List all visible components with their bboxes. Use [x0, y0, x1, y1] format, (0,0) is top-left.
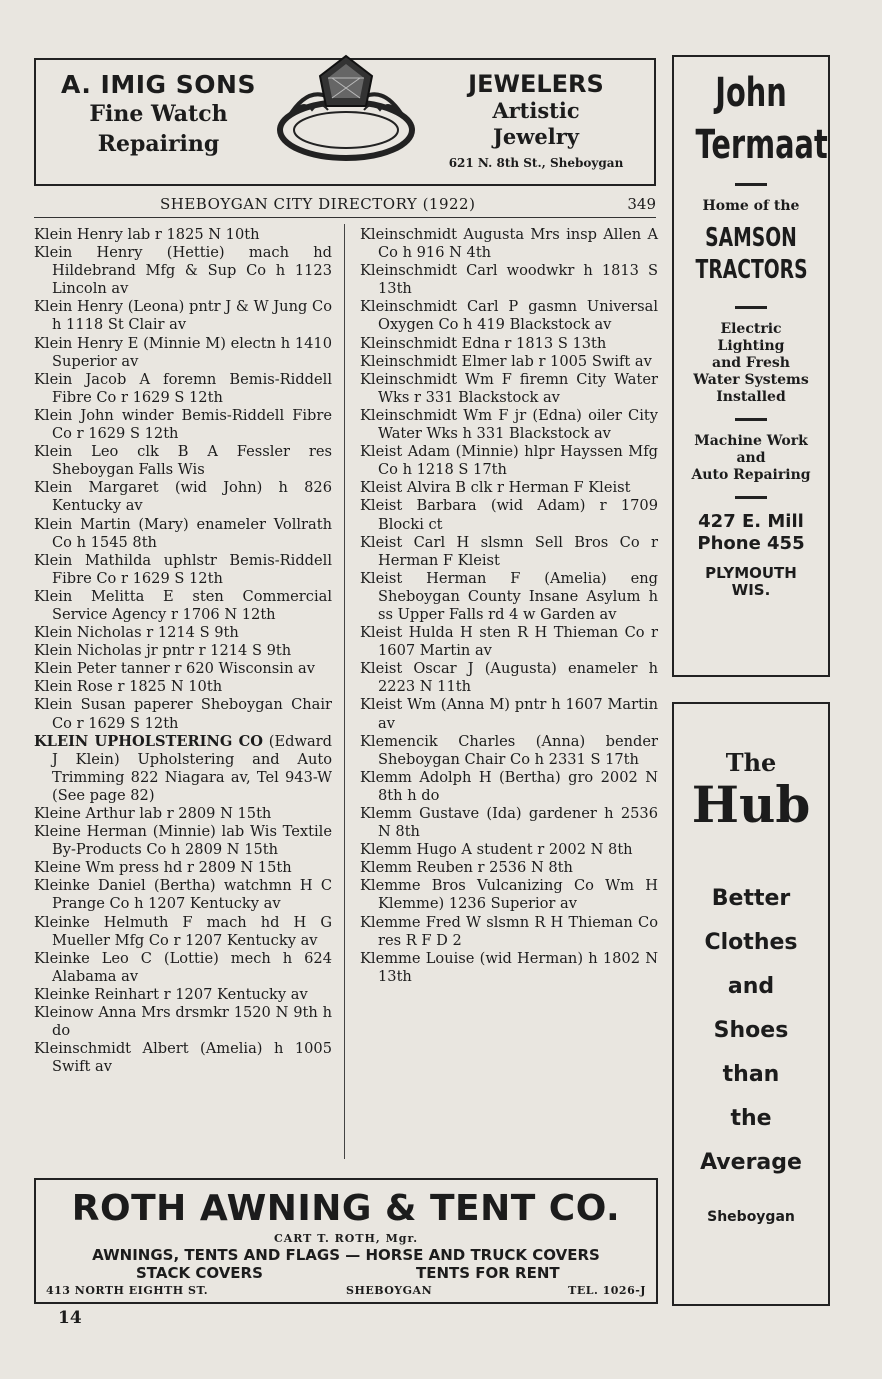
electric-line5: Installed	[716, 389, 786, 405]
list-item: Klemm Reuben r 2536 N 8th	[360, 859, 573, 877]
list-item: Klein Mathilda uphlstr Bemis-Riddell Fibre Co r 1629 S 12th	[34, 551, 332, 587]
list-item: Kleinke Helmuth F mach hd H G Mueller Mfg Co r 1207 Kentucky av	[34, 913, 332, 949]
list-item: Klein Martin (Mary) enameler Vollrath Co h 1545 8th	[34, 515, 332, 551]
imig-line2: Repairing	[97, 131, 220, 157]
list-item: Kleinschmidt Albert (Amelia) h 1005 Swift av	[34, 1040, 332, 1076]
imig-line1: Fine Watch	[89, 101, 228, 127]
jewelry-line: Jewelry	[493, 124, 579, 149]
list-item-klein-upholstering	[34, 733, 332, 805]
list-item: Kleinke Daniel (Bertha) watchmn H C Prange Co h 1207 Kentucky av	[34, 877, 332, 913]
divider	[735, 496, 767, 499]
tents-for-rent: TENTS FOR RENT	[416, 1264, 560, 1282]
roth-name: ROTH AWNING & TENT CO.	[71, 1188, 621, 1229]
list-item: Klein Leo clk B A Fessler res Sheboygan Falls Wis	[34, 443, 332, 479]
divider	[735, 183, 767, 186]
hub-the: The	[725, 748, 777, 777]
hub-tag6: the	[730, 1106, 772, 1131]
hub-tag7: Average	[700, 1150, 802, 1175]
hub-tag3: and	[727, 974, 775, 999]
samson-line2: TRACTORS	[695, 255, 808, 285]
termaat-city2: WIS.	[731, 581, 771, 599]
ring-icon	[276, 48, 416, 168]
termaat-city1: PLYMOUTH	[705, 564, 797, 582]
list-item: Kleine Wm press hd r 2809 N 15th	[34, 859, 292, 877]
roth-tel: TEL. 1026-J	[568, 1284, 646, 1297]
list-item: Klein Henry lab r 1825 N 10th	[34, 226, 260, 243]
electric-line2: Lighting	[717, 338, 785, 354]
list-item: Klemme Louise (wid Herman) h 1802 N 13th	[360, 949, 658, 985]
imig-ad-right	[421, 70, 651, 170]
hub-tag5: than	[722, 1062, 780, 1087]
list-item: Klemencik Charles (Anna) bender Sheboygan Chair Co h 2331 S 17th	[360, 732, 658, 768]
list-item: Kleine Arthur lab r 2809 N 15th	[34, 805, 272, 822]
list-item: Klein Susan paperer Sheboygan Chair Co r 1629 S 12th	[34, 696, 332, 732]
artistic-line: Artistic	[492, 98, 580, 123]
jewelers-title: JEWELERS	[468, 70, 604, 98]
list-item: Kleinschmidt Wm F jr (Edna) oiler City Water Wks h 331 Blackstock av	[360, 406, 658, 443]
directory-column-right	[360, 226, 658, 986]
hub-tag4: Shoes	[713, 1018, 789, 1043]
samson-line1: SAMSON	[705, 223, 797, 253]
list-item: Kleinschmidt Carl P gasmn Universal Oxygen Co h 419 Blackstock av	[360, 298, 658, 334]
list-item: Klein Henry E (Minnie M) electn h 1410 Superior av	[34, 334, 332, 370]
electric-line3: and Fresh	[712, 355, 790, 371]
list-item: Kleist Carl H slsmn Sell Bros Co r Herman F Kleist	[360, 533, 658, 569]
termaat-first: John	[715, 70, 787, 116]
list-item: Klein Nicholas r 1214 S 9th	[34, 624, 239, 642]
machine-line2: and	[736, 450, 766, 466]
roth-city: SHEBOYGAN	[346, 1284, 433, 1297]
machine-line1: Machine Work	[694, 433, 808, 449]
list-item: Kleinow Anna Mrs drsmkr 1520 N 9th h do	[34, 1004, 332, 1040]
list-item: Klein Margaret (wid John) h 826 Kentucky av	[34, 479, 332, 515]
home-of-the: Home of the	[702, 198, 800, 214]
list-item: Klein Melitta E sten Commercial Service Agency r 1706 N 12th	[34, 587, 332, 623]
electric-line4: Water Systems	[693, 372, 809, 388]
hub-tag1: Better	[711, 886, 791, 911]
list-item: Klemme Bros Vulcanizing Co Wm H Klemme) 1236 Superior av	[360, 877, 658, 913]
termaat-address: 427 E. Mill	[698, 511, 804, 532]
list-item: Kleinschmidt Carl woodwkr h 1813 S 13th	[360, 262, 658, 298]
list-item: Klein Peter tanner r 620 Wisconsin av	[34, 660, 315, 678]
page-number: 349	[627, 195, 656, 213]
list-item: Kleinschmidt Wm F firemn City Water Wks r 331 Blackstock av	[360, 370, 658, 406]
footer-number: 14	[58, 1308, 82, 1328]
page-header	[34, 193, 656, 218]
list-item: Kleist Hulda H sten R H Thieman Co r 1607 Martin av	[360, 624, 658, 660]
hub-ad	[672, 702, 830, 1306]
list-item: Kleinschmidt Augusta Mrs insp Allen A Co h 916 N 4th	[360, 226, 658, 262]
roth-products: AWNINGS, TENTS AND FLAGS — HORSE AND TRUCK COVERS	[92, 1246, 600, 1264]
list-item: Klein Henry (Hettie) mach hd Hildebrand Mfg & Sup Co h 1123 Lincoln av	[34, 244, 332, 298]
list-item: Klein Jacob A foremn Bemis-Riddell Fibre Co r 1629 S 12th	[34, 370, 332, 406]
list-item: Kleist Adam (Minnie) hlpr Hayssen Mfg Co h 1218 S 17th	[360, 443, 658, 479]
list-item: Klein John winder Bemis-Riddell Fibre Co r 1629 S 12th	[34, 406, 332, 443]
list-item: Kleist Herman F (Amelia) eng Sheboygan County Insane Asylum h ss Upper Falls rd 4 w Garden av	[360, 569, 658, 623]
divider	[735, 306, 767, 309]
list-item: Klemm Adolph H (Bertha) gro 2002 N 8th h do	[360, 768, 658, 804]
list-item: Klein Rose r 1825 N 10th	[34, 678, 223, 696]
list-item: Kleist Alvira B clk r Herman F Kleist	[360, 479, 631, 497]
directory-title: SHEBOYGAN CITY DIRECTORY (1922)	[160, 195, 476, 213]
klein-upholstering-details: (Edward J Klein) Upholstering and Auto Trimming 822 Niagara av, Tel 943-W (See page 82)	[52, 732, 333, 804]
list-item: Klein Henry (Leona) pntr J & W Jung Co h 1118 St Clair av	[34, 298, 332, 334]
list-item: Klein Nicholas jr pntr r 1214 S 9th	[34, 642, 292, 660]
list-item: Kleinke Leo C (Lottie) mech h 624 Alabama av	[34, 949, 332, 985]
imig-name: A. IMIG SONS	[61, 70, 256, 99]
list-item: Kleinschmidt Elmer lab r 1005 Swift av	[360, 352, 652, 370]
roth-manager: CART T. ROTH, Mgr.	[273, 1232, 419, 1245]
electric-line1: Electric	[720, 321, 782, 337]
list-item: Kleinke Reinhart r 1207 Kentucky av	[34, 985, 308, 1003]
column-divider	[344, 224, 345, 1159]
imig-ad-left	[36, 70, 281, 159]
list-item: Klemm Gustave (Ida) gardener h 2536 N 8th	[360, 805, 658, 841]
hub-tag2: Clothes	[704, 930, 798, 955]
list-item: Kleist Barbara (wid Adam) r 1709 Blocki ct	[360, 497, 658, 533]
klein-upholstering-name: KLEIN UPHOLSTERING CO	[34, 732, 263, 750]
roth-address: 413 NORTH EIGHTH ST.	[46, 1284, 209, 1297]
list-item: Kleinschmidt Edna r 1813 S 13th	[360, 334, 607, 352]
divider	[735, 418, 767, 421]
termaat-phone: Phone 455	[697, 533, 805, 554]
list-item: Kleine Herman (Minnie) lab Wis Textile By-Products Co h 2809 N 15th	[34, 823, 332, 859]
list-item: Kleist Oscar J (Augusta) enameler h 2223 N 11th	[360, 660, 658, 696]
imig-sons-ad	[34, 58, 656, 186]
imig-address: 621 N. 8th St., Sheboygan	[448, 156, 624, 170]
list-item: Klemm Hugo A student r 2002 N 8th	[360, 841, 633, 859]
stack-covers: STACK COVERS	[136, 1264, 263, 1282]
hub-name: Hub	[691, 775, 811, 834]
machine-line3: Auto Repairing	[691, 467, 811, 483]
list-item: Kleist Wm (Anna M) pntr h 1607 Martin av	[360, 696, 658, 732]
termaat-last: Termaat	[695, 122, 828, 168]
roth-awning-ad	[34, 1178, 658, 1304]
hub-city: Sheboygan	[707, 1209, 795, 1225]
directory-column-left	[34, 226, 332, 1076]
termaat-ad	[672, 55, 830, 677]
list-item: Klemme Fred W slsmn R H Thieman Co res R F D 2	[360, 913, 658, 949]
